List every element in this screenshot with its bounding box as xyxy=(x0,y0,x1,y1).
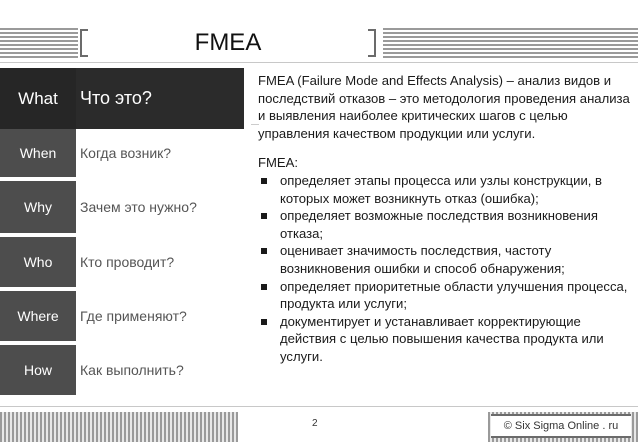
list-item xyxy=(258,207,634,242)
nav-row-how[interactable] xyxy=(0,345,244,395)
nav-label-where: Where xyxy=(0,291,76,341)
square-bullet-icon xyxy=(261,319,267,325)
nav-question-where: Где применяют? xyxy=(80,308,187,324)
nav-question-when: Когда возник? xyxy=(80,145,172,161)
content-panel xyxy=(258,72,634,366)
nav-label-who: Who xyxy=(0,237,76,287)
nav-question-how: Как выполнить? xyxy=(80,362,184,378)
square-bullet-icon xyxy=(261,248,267,254)
page-title: FMEA xyxy=(194,29,262,56)
title-bracket-left xyxy=(80,29,88,57)
nav-question-what: Что это? xyxy=(80,88,152,108)
header-stripes-right xyxy=(383,28,638,58)
footer-divider xyxy=(0,406,638,407)
copyright-label: © Six Sigma Online . ru xyxy=(491,414,631,438)
nav-question-who: Кто проводит? xyxy=(80,254,175,270)
square-bullet-icon xyxy=(261,178,267,184)
list-item xyxy=(258,278,634,313)
nav-row-where[interactable] xyxy=(0,291,244,341)
footer-center-panel xyxy=(238,412,488,442)
list-item-text: документирует и устанавливает корректирующие действия с целью повышения качества продукта или услуги. xyxy=(280,313,604,364)
nav-label-what: What xyxy=(0,68,76,129)
list-title: FMEA: xyxy=(258,155,299,171)
title-bracket-right xyxy=(368,29,376,57)
list-item-text: оценивает значимость последствия, частоту возникновения ошибки и способ обнаружения; xyxy=(280,243,565,276)
nav-row-what[interactable] xyxy=(0,68,244,129)
list-item-text: определяет приоритетные области улучшения процесса, продукта или услуги; xyxy=(280,278,628,312)
list-item-text: определяет этапы процесса или узлы конструкции, в которых может возникнуть отказ (ошибка); xyxy=(280,172,603,206)
page-number: 2 xyxy=(312,418,318,429)
nav-row-when[interactable] xyxy=(0,129,244,177)
list-item-text: определяет возможные последствия возникновения отказа; xyxy=(280,208,598,241)
nav-label-how: How xyxy=(0,345,76,395)
bullet-list xyxy=(258,172,634,366)
list-item xyxy=(258,313,634,366)
list-item xyxy=(258,242,634,277)
nav-question-why: Зачем это нужно? xyxy=(80,199,197,215)
header-divider xyxy=(0,62,638,63)
definition-text: FMEA (Failure Mode and Effects Analysis) – анализ видов и последствий отказов – это методология проведения анализа и выявления наиболее критических шагов с целью управления качеством продукции или услуги. xyxy=(258,73,630,141)
nav-label-why: Why xyxy=(0,181,76,233)
header-stripes-left xyxy=(0,28,78,58)
nav-row-why[interactable] xyxy=(0,181,244,233)
nav-label-when: When xyxy=(0,129,76,177)
square-bullet-icon xyxy=(261,284,267,290)
nav-row-who[interactable] xyxy=(0,237,244,287)
list-item xyxy=(258,172,634,207)
square-bullet-icon xyxy=(261,213,267,219)
